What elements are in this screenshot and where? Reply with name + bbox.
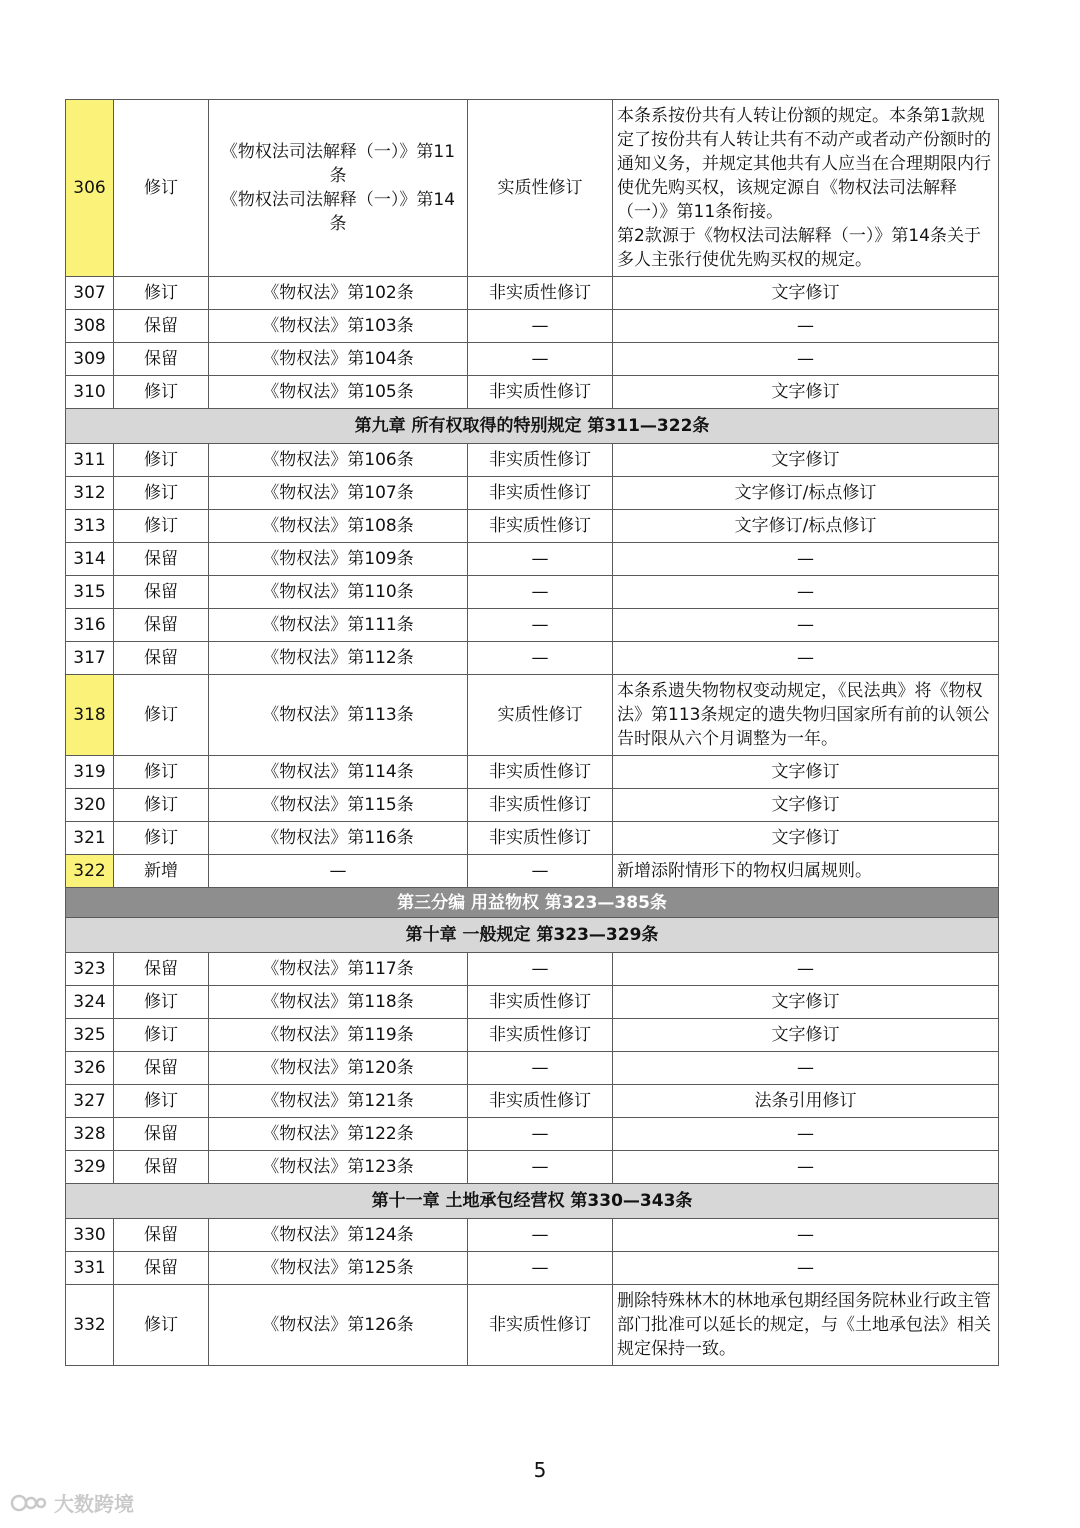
article-number-cell: 326 xyxy=(66,1052,114,1085)
source-provision-cell: 《物权法》第122条 xyxy=(209,1118,468,1151)
revision-nature-cell: — xyxy=(468,1219,613,1252)
source-provision-cell: 《物权法》第107条 xyxy=(209,477,468,510)
change-type-cell: 修订 xyxy=(114,1085,209,1118)
table-row xyxy=(66,789,999,822)
revision-note-cell: — xyxy=(613,543,999,576)
table-row xyxy=(66,1151,999,1184)
revision-note-cell: — xyxy=(613,609,999,642)
source-provision-cell: 《物权法》第118条 xyxy=(209,986,468,1019)
revision-nature-cell: — xyxy=(468,343,613,376)
source-provision-cell: 《物权法》第115条 xyxy=(209,789,468,822)
change-type-cell: 保留 xyxy=(114,1252,209,1285)
table-row xyxy=(66,543,999,576)
source-provision-cell: 《物权法司法解释（一）》第11条 《物权法司法解释（一）》第14条 xyxy=(209,100,468,277)
table-row xyxy=(66,1085,999,1118)
article-number-cell: 321 xyxy=(66,822,114,855)
change-type-cell: 保留 xyxy=(114,543,209,576)
table-row xyxy=(66,1118,999,1151)
article-number-cell: 320 xyxy=(66,789,114,822)
article-number-cell: 327 xyxy=(66,1085,114,1118)
table-row xyxy=(66,822,999,855)
table-row xyxy=(66,986,999,1019)
source-provision-cell: 《物权法》第121条 xyxy=(209,1085,468,1118)
revision-nature-cell: 非实质性修订 xyxy=(468,1285,613,1366)
article-number-cell: 309 xyxy=(66,343,114,376)
article-number-cell: 319 xyxy=(66,756,114,789)
revision-nature-cell: 非实质性修订 xyxy=(468,789,613,822)
table-row xyxy=(66,510,999,543)
article-number-cell: 331 xyxy=(66,1252,114,1285)
table-row xyxy=(66,953,999,986)
article-number-cell: 332 xyxy=(66,1285,114,1366)
article-number-cell: 312 xyxy=(66,477,114,510)
watermark xyxy=(10,1488,134,1517)
chapter-header-row xyxy=(66,409,999,444)
article-number-cell: 310 xyxy=(66,376,114,409)
table-row xyxy=(66,576,999,609)
change-type-cell: 修订 xyxy=(114,510,209,543)
change-type-cell: 保留 xyxy=(114,310,209,343)
revision-note-cell: 文字修订 xyxy=(613,376,999,409)
source-provision-cell: 《物权法》第112条 xyxy=(209,642,468,675)
article-number-cell: 316 xyxy=(66,609,114,642)
revision-note-cell: — xyxy=(613,1219,999,1252)
revision-note-cell: 文字修订 xyxy=(613,756,999,789)
table-row xyxy=(66,1019,999,1052)
source-provision-cell: 《物权法》第111条 xyxy=(209,609,468,642)
provision-comparison-table xyxy=(65,99,999,1366)
watermark-text: 大数跨境 xyxy=(54,1492,134,1516)
article-number-cell: 318 xyxy=(66,675,114,756)
revision-note-cell: 删除特殊林木的林地承包期经国务院林业行政主管部门批准可以延长的规定，与《土地承包法》相关规定保持一致。 xyxy=(613,1285,999,1366)
table-row xyxy=(66,1052,999,1085)
revision-nature-cell: — xyxy=(468,953,613,986)
revision-note-cell: 文字修订 xyxy=(613,1019,999,1052)
table-body xyxy=(66,100,999,1366)
chapter-title: 第九章 所有权取得的特别规定 第311—322条 xyxy=(66,409,999,444)
revision-nature-cell: 非实质性修订 xyxy=(468,1085,613,1118)
revision-nature-cell: — xyxy=(468,1151,613,1184)
revision-nature-cell: 非实质性修订 xyxy=(468,376,613,409)
change-type-cell: 修订 xyxy=(114,675,209,756)
change-type-cell: 修订 xyxy=(114,756,209,789)
revision-nature-cell: — xyxy=(468,1052,613,1085)
source-provision-cell: — xyxy=(209,855,468,888)
chapter-header-row xyxy=(66,1184,999,1219)
revision-nature-cell: — xyxy=(468,310,613,343)
source-provision-cell: 《物权法》第103条 xyxy=(209,310,468,343)
source-provision-cell: 《物权法》第123条 xyxy=(209,1151,468,1184)
change-type-cell: 保留 xyxy=(114,343,209,376)
article-number-cell: 308 xyxy=(66,310,114,343)
table-row xyxy=(66,756,999,789)
article-number-cell: 329 xyxy=(66,1151,114,1184)
change-type-cell: 修订 xyxy=(114,1019,209,1052)
source-provision-cell: 《物权法》第120条 xyxy=(209,1052,468,1085)
table-row xyxy=(66,1285,999,1366)
revision-note-cell: 文字修订 xyxy=(613,444,999,477)
revision-note-cell: 新增添附情形下的物权归属规则。 xyxy=(613,855,999,888)
change-type-cell: 修订 xyxy=(114,986,209,1019)
table-row xyxy=(66,343,999,376)
revision-note-cell: 本条系遗失物物权变动规定，《民法典》将《物权法》第113条规定的遗失物归国家所有前的认领公告时限从六个月调整为一年。 xyxy=(613,675,999,756)
change-type-cell: 保留 xyxy=(114,1118,209,1151)
source-provision-cell: 《物权法》第109条 xyxy=(209,543,468,576)
revision-nature-cell: 非实质性修订 xyxy=(468,510,613,543)
revision-note-cell: 文字修订/标点修订 xyxy=(613,510,999,543)
table-row xyxy=(66,444,999,477)
table-row xyxy=(66,477,999,510)
source-provision-cell: 《物权法》第126条 xyxy=(209,1285,468,1366)
change-type-cell: 修订 xyxy=(114,277,209,310)
change-type-cell: 修订 xyxy=(114,477,209,510)
revision-note-cell: 文字修订 xyxy=(613,986,999,1019)
revision-note-cell: 本条系按份共有人转让份额的规定。本条第1款规定了按份共有人转让共有不动产或者动产份额时的通知义务，并规定其他共有人应当在合理期限内行使优先购买权，该规定源自《物权法司法解释（一）》第11条衔接。 第2款源于《物权法司法解释（一）》第14条关于多人主张行使优先购买权的规定。 xyxy=(613,100,999,277)
source-provision-cell: 《物权法》第104条 xyxy=(209,343,468,376)
revision-note-cell: — xyxy=(613,1118,999,1151)
revision-nature-cell: 实质性修订 xyxy=(468,100,613,277)
part-header-row xyxy=(66,888,999,918)
change-type-cell: 保留 xyxy=(114,576,209,609)
source-provision-cell: 《物权法》第113条 xyxy=(209,675,468,756)
change-type-cell: 修订 xyxy=(114,789,209,822)
revision-note-cell: — xyxy=(613,343,999,376)
revision-note-cell: — xyxy=(613,1052,999,1085)
change-type-cell: 修订 xyxy=(114,1285,209,1366)
table-row xyxy=(66,642,999,675)
revision-note-cell: 文字修订/标点修订 xyxy=(613,477,999,510)
table-row xyxy=(66,277,999,310)
change-type-cell: 新增 xyxy=(114,855,209,888)
watermark-logo-icon xyxy=(10,1492,50,1514)
change-type-cell: 保留 xyxy=(114,609,209,642)
source-provision-cell: 《物权法》第106条 xyxy=(209,444,468,477)
revision-note-cell: 文字修订 xyxy=(613,822,999,855)
revision-note-cell: 法条引用修订 xyxy=(613,1085,999,1118)
article-number-cell: 323 xyxy=(66,953,114,986)
source-provision-cell: 《物权法》第116条 xyxy=(209,822,468,855)
change-type-cell: 保留 xyxy=(114,1219,209,1252)
revision-nature-cell: 非实质性修订 xyxy=(468,277,613,310)
source-provision-cell: 《物权法》第105条 xyxy=(209,376,468,409)
part-title: 第三分编 用益物权 第323—385条 xyxy=(66,888,999,918)
source-provision-cell: 《物权法》第117条 xyxy=(209,953,468,986)
source-provision-cell: 《物权法》第110条 xyxy=(209,576,468,609)
chapter-title: 第十章 一般规定 第323—329条 xyxy=(66,918,999,953)
change-type-cell: 保留 xyxy=(114,1151,209,1184)
revision-nature-cell: — xyxy=(468,1118,613,1151)
source-provision-cell: 《物权法》第125条 xyxy=(209,1252,468,1285)
article-number-cell: 306 xyxy=(66,100,114,277)
article-number-cell: 307 xyxy=(66,277,114,310)
change-type-cell: 修订 xyxy=(114,100,209,277)
table-row xyxy=(66,609,999,642)
article-number-cell: 330 xyxy=(66,1219,114,1252)
table-row xyxy=(66,1252,999,1285)
table-row xyxy=(66,310,999,343)
source-provision-cell: 《物权法》第114条 xyxy=(209,756,468,789)
revision-note-cell: — xyxy=(613,310,999,343)
change-type-cell: 保留 xyxy=(114,1052,209,1085)
article-number-cell: 311 xyxy=(66,444,114,477)
change-type-cell: 修订 xyxy=(114,822,209,855)
article-number-cell: 324 xyxy=(66,986,114,1019)
revision-nature-cell: 非实质性修订 xyxy=(468,986,613,1019)
article-number-cell: 317 xyxy=(66,642,114,675)
source-provision-cell: 《物权法》第119条 xyxy=(209,1019,468,1052)
revision-nature-cell: — xyxy=(468,543,613,576)
revision-note-cell: 文字修订 xyxy=(613,277,999,310)
revision-nature-cell: — xyxy=(468,576,613,609)
article-number-cell: 315 xyxy=(66,576,114,609)
table-row xyxy=(66,1219,999,1252)
revision-nature-cell: 非实质性修订 xyxy=(468,822,613,855)
chapter-header-row xyxy=(66,918,999,953)
table-row xyxy=(66,376,999,409)
change-type-cell: 修订 xyxy=(114,376,209,409)
revision-nature-cell: — xyxy=(468,855,613,888)
revision-nature-cell: — xyxy=(468,642,613,675)
revision-nature-cell: — xyxy=(468,1252,613,1285)
table-row xyxy=(66,855,999,888)
revision-nature-cell: 非实质性修订 xyxy=(468,756,613,789)
revision-nature-cell: — xyxy=(468,609,613,642)
article-number-cell: 313 xyxy=(66,510,114,543)
change-type-cell: 保留 xyxy=(114,642,209,675)
revision-nature-cell: 非实质性修订 xyxy=(468,477,613,510)
source-provision-cell: 《物权法》第108条 xyxy=(209,510,468,543)
table-row xyxy=(66,675,999,756)
source-provision-cell: 《物权法》第102条 xyxy=(209,277,468,310)
article-number-cell: 328 xyxy=(66,1118,114,1151)
article-number-cell: 314 xyxy=(66,543,114,576)
revision-note-cell: — xyxy=(613,1252,999,1285)
revision-note-cell: 文字修订 xyxy=(613,789,999,822)
revision-nature-cell: 实质性修订 xyxy=(468,675,613,756)
revision-note-cell: — xyxy=(613,576,999,609)
article-number-cell: 322 xyxy=(66,855,114,888)
article-number-cell: 325 xyxy=(66,1019,114,1052)
revision-note-cell: — xyxy=(613,953,999,986)
chapter-title: 第十一章 土地承包经营权 第330—343条 xyxy=(66,1184,999,1219)
revision-nature-cell: 非实质性修订 xyxy=(468,1019,613,1052)
change-type-cell: 修订 xyxy=(114,444,209,477)
revision-note-cell: — xyxy=(613,1151,999,1184)
page-number: 5 xyxy=(533,1458,547,1482)
revision-note-cell: — xyxy=(613,642,999,675)
table-row xyxy=(66,100,999,277)
change-type-cell: 保留 xyxy=(114,953,209,986)
source-provision-cell: 《物权法》第124条 xyxy=(209,1219,468,1252)
revision-nature-cell: 非实质性修订 xyxy=(468,444,613,477)
